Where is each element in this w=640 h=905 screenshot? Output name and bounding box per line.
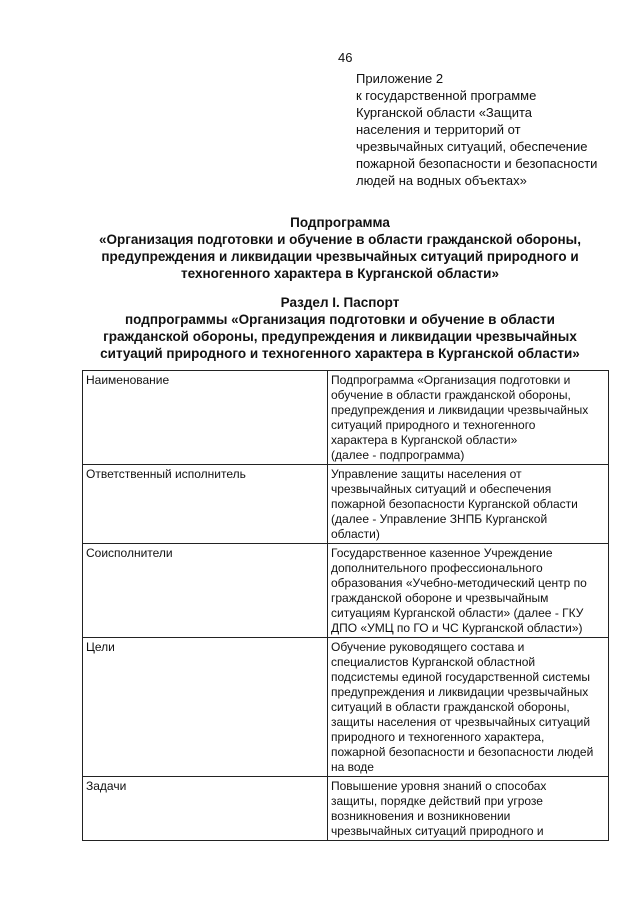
appendix-line: Курганской области «Защита (356, 105, 533, 120)
appendix-line: населения и территорий от (356, 122, 521, 137)
row-value (328, 777, 609, 841)
row-value-line: Подпрограмма «Организация подготовки и (331, 373, 571, 387)
row-value-line: на воде (331, 760, 374, 774)
row-value-line: чрезвычайных ситуаций природного и (331, 824, 544, 838)
subprogram-heading-line: предупреждения и ликвидации чрезвычайных ситуаций природного и (101, 249, 579, 264)
subprogram-heading-line: «Организация подготовки и обучение в области гражданской обороны, (99, 232, 581, 247)
section-heading-line: Раздел I. Паспорт (280, 295, 400, 310)
row-value-line: (далее - подпрограмма) (331, 448, 465, 462)
passport-table (82, 370, 609, 841)
table-row (83, 638, 609, 777)
row-value-line: предупреждения и ликвидации чрезвычайных (331, 403, 589, 417)
row-value-line: защиты населения от чрезвычайных ситуаций (331, 715, 591, 729)
row-value-line: области) (331, 527, 380, 541)
section-heading-line: подпрограммы «Организация подготовки и обучение в области (125, 312, 555, 327)
row-value-line: предупреждения и ликвидации чрезвычайных (331, 685, 589, 699)
row-value-line: дополнительного профессионального (331, 561, 543, 575)
row-value-line: ДПО «УМЦ по ГО и ЧС Курганской области») (331, 621, 583, 635)
row-value-line: Повышение уровня знаний о способах (331, 779, 547, 793)
row-value-line: ситуаций в области гражданской обороны, (331, 700, 570, 714)
row-value-line: Обучение руководящего состава и (331, 640, 525, 654)
row-value-line: пожарной безопасности и безопасности людей (331, 745, 594, 759)
table-row (83, 544, 609, 638)
appendix-line: к государственной программе (356, 88, 537, 103)
appendix-line: пожарной безопасности и безопасности (356, 156, 598, 171)
subprogram-heading-line: Подпрограмма (290, 215, 390, 230)
table-row (83, 465, 609, 544)
row-value-line: характера в Курганской области» (331, 433, 518, 447)
row-label: Задачи (83, 777, 328, 841)
appendix-line: чрезвычайных ситуаций, обеспечение (356, 139, 588, 154)
appendix-line: людей на водных объектах» (356, 173, 527, 188)
appendix-note (356, 70, 626, 189)
row-value (328, 371, 609, 465)
row-value-line: возникновения и возникновении (331, 809, 511, 823)
table-row (83, 777, 609, 841)
section-heading (60, 294, 620, 362)
row-value-line: ситуаций природного и техногенного (331, 418, 536, 432)
row-value-line: чрезвычайных ситуаций и обеспечения (331, 482, 552, 496)
subprogram-heading-line: техногенного характера в Курганской области» (181, 266, 499, 281)
row-value-line: природного и техногенного характера, (331, 730, 545, 744)
row-value-line: Государственное казенное Учреждение (331, 546, 553, 560)
row-value-line: гражданской обороне и чрезвычайным (331, 591, 549, 605)
row-label: Цели (83, 638, 328, 777)
row-value-line: ситуациям Курганской области» (далее - ГКУ (331, 606, 584, 620)
row-value-line: пожарной безопасности Курганской области (331, 497, 578, 511)
row-value-line: подсистемы единой государственной системы (331, 670, 591, 684)
subprogram-heading (60, 214, 620, 282)
row-value-line: Управление защиты населения от (331, 467, 522, 481)
row-value (328, 465, 609, 544)
table-row (83, 371, 609, 465)
row-label: Наименование (83, 371, 328, 465)
row-label: Ответственный исполнитель (83, 465, 328, 544)
section-heading-line: гражданской обороны, предупреждения и ликвидации чрезвычайных (103, 329, 577, 344)
row-value-line: образования «Учебно-методический центр по (331, 576, 587, 590)
row-value-line: специалистов Курганской областной (331, 655, 536, 669)
row-value (328, 638, 609, 777)
row-value-line: обучение в области гражданской обороны, (331, 388, 571, 402)
appendix-line: Приложение 2 (356, 71, 444, 86)
page-number: 46 (338, 50, 353, 65)
row-value (328, 544, 609, 638)
row-value-line: (далее - Управление ЗНПБ Курганской (331, 512, 548, 526)
row-label: Соисполнители (83, 544, 328, 638)
section-heading-line: ситуаций природного и техногенного характера в Курганской области» (100, 346, 580, 361)
row-value-line: защиты, порядке действий при угрозе (331, 794, 543, 808)
